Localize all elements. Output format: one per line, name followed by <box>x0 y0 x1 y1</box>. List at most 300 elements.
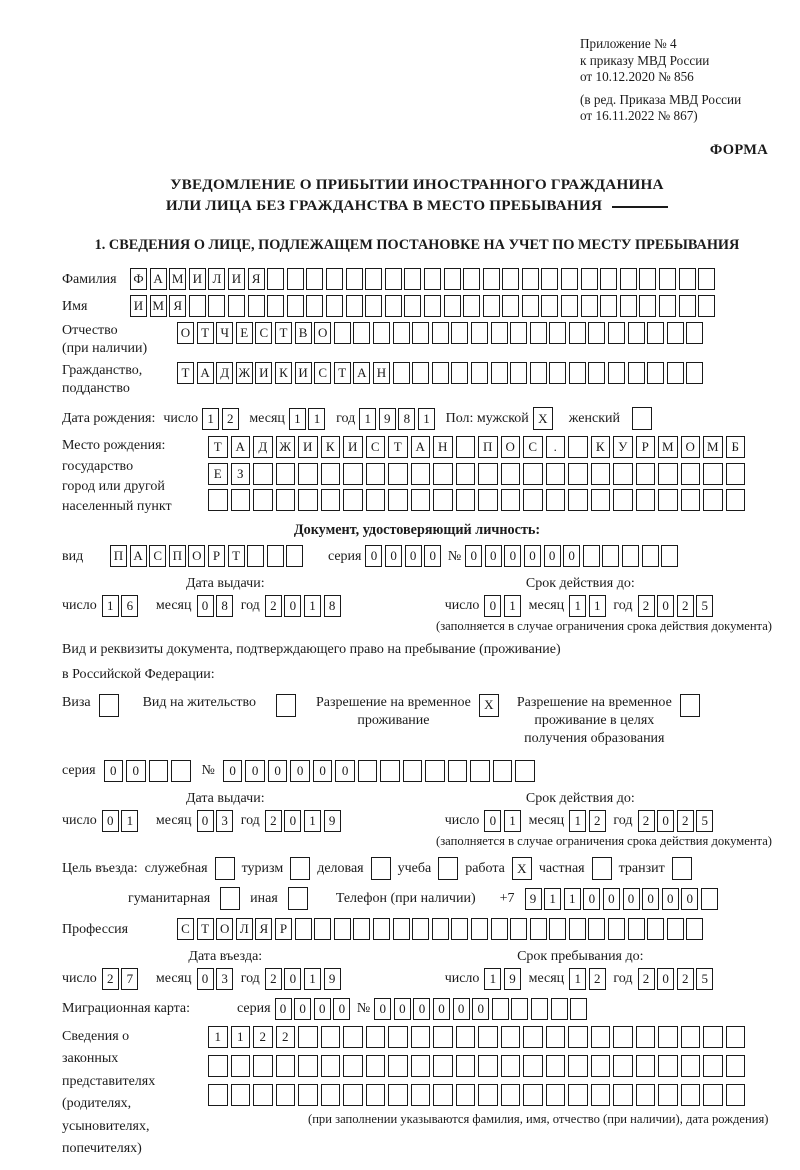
form-cell[interactable] <box>530 322 547 344</box>
form-cell[interactable] <box>451 322 468 344</box>
form-cell[interactable]: 2 <box>638 968 655 990</box>
form-cell[interactable] <box>502 268 519 290</box>
form-cell[interactable] <box>412 362 429 384</box>
form-cell[interactable]: Я <box>248 268 265 290</box>
form-cell[interactable] <box>523 489 543 511</box>
form-cell[interactable]: 6 <box>121 595 138 617</box>
form-cell[interactable]: Ж <box>236 362 253 384</box>
form-cell[interactable]: Е <box>236 322 253 344</box>
form-cell[interactable]: 1 <box>304 810 321 832</box>
form-cell[interactable]: Е <box>208 463 228 485</box>
form-cell[interactable]: 0 <box>405 545 422 567</box>
form-cell[interactable]: 1 <box>504 810 521 832</box>
form-cell[interactable] <box>298 1084 318 1106</box>
form-cell[interactable] <box>726 1055 746 1077</box>
form-cell[interactable] <box>298 1055 318 1077</box>
form-cell[interactable]: И <box>298 436 318 458</box>
form-cell[interactable]: 0 <box>413 998 430 1020</box>
form-cell[interactable]: 0 <box>333 998 350 1020</box>
form-cell[interactable] <box>334 918 351 940</box>
form-cell[interactable] <box>231 1084 251 1106</box>
form-cell[interactable] <box>551 998 568 1020</box>
form-cell[interactable] <box>433 1026 453 1048</box>
form-cell[interactable] <box>358 760 378 782</box>
form-cell[interactable]: О <box>216 918 233 940</box>
form-cell[interactable] <box>659 295 676 317</box>
form-cell[interactable]: 1 <box>359 408 376 430</box>
form-cell[interactable]: 2 <box>677 810 694 832</box>
form-cell[interactable] <box>456 1084 476 1106</box>
form-cell[interactable] <box>658 1055 678 1077</box>
form-cell[interactable]: Я <box>169 295 186 317</box>
form-cell[interactable] <box>608 322 625 344</box>
form-cell[interactable] <box>288 887 308 910</box>
form-cell[interactable]: 2 <box>638 810 655 832</box>
form-cell[interactable] <box>276 694 296 717</box>
form-cell[interactable]: И <box>189 268 206 290</box>
form-cell[interactable] <box>531 998 548 1020</box>
form-cell[interactable] <box>608 918 625 940</box>
form-cell[interactable]: М <box>658 436 678 458</box>
form-cell[interactable] <box>602 545 619 567</box>
form-cell[interactable] <box>588 918 605 940</box>
form-cell[interactable] <box>501 1084 521 1106</box>
form-cell[interactable] <box>510 918 527 940</box>
form-cell[interactable] <box>388 1084 408 1106</box>
form-cell[interactable] <box>726 489 746 511</box>
form-cell[interactable]: X <box>479 694 499 717</box>
form-cell[interactable]: 0 <box>424 545 441 567</box>
form-cell[interactable] <box>326 268 343 290</box>
form-cell[interactable] <box>647 322 664 344</box>
form-cell[interactable] <box>501 489 521 511</box>
form-cell[interactable]: 2 <box>276 1026 296 1048</box>
form-cell[interactable]: К <box>275 362 292 384</box>
form-cell[interactable] <box>298 1026 318 1048</box>
form-cell[interactable] <box>636 1026 656 1048</box>
form-cell[interactable]: А <box>150 268 167 290</box>
form-cell[interactable] <box>371 857 391 880</box>
form-cell[interactable]: С <box>523 436 543 458</box>
form-cell[interactable]: Т <box>275 322 292 344</box>
form-cell[interactable] <box>403 760 423 782</box>
form-cell[interactable]: О <box>681 436 701 458</box>
form-cell[interactable] <box>600 268 617 290</box>
form-cell[interactable] <box>444 268 461 290</box>
form-cell[interactable]: Л <box>208 268 225 290</box>
form-cell[interactable]: 1 <box>589 595 606 617</box>
form-cell[interactable]: 0 <box>290 760 310 782</box>
form-cell[interactable] <box>388 1026 408 1048</box>
form-cell[interactable] <box>569 918 586 940</box>
form-cell[interactable]: 1 <box>208 1026 228 1048</box>
form-cell[interactable]: Н <box>433 436 453 458</box>
form-cell[interactable] <box>444 295 461 317</box>
form-cell[interactable] <box>622 545 639 567</box>
form-cell[interactable]: П <box>478 436 498 458</box>
form-cell[interactable] <box>703 463 723 485</box>
form-cell[interactable]: Р <box>636 436 656 458</box>
form-cell[interactable] <box>365 268 382 290</box>
form-cell[interactable] <box>314 918 331 940</box>
form-cell[interactable] <box>632 407 652 430</box>
form-cell[interactable] <box>568 1055 588 1077</box>
form-cell[interactable] <box>385 295 402 317</box>
form-cell[interactable] <box>681 463 701 485</box>
form-cell[interactable]: 0 <box>485 545 502 567</box>
form-cell[interactable] <box>276 463 296 485</box>
form-cell[interactable] <box>366 1055 386 1077</box>
form-cell[interactable] <box>511 998 528 1020</box>
form-cell[interactable]: 2 <box>677 968 694 990</box>
form-cell[interactable]: 9 <box>379 408 396 430</box>
form-cell[interactable] <box>478 463 498 485</box>
form-cell[interactable]: 0 <box>642 888 659 910</box>
form-cell[interactable] <box>286 545 303 567</box>
form-cell[interactable] <box>412 322 429 344</box>
form-cell[interactable]: С <box>366 436 386 458</box>
form-cell[interactable] <box>432 918 449 940</box>
form-cell[interactable] <box>287 268 304 290</box>
form-cell[interactable] <box>636 1084 656 1106</box>
form-cell[interactable] <box>658 1026 678 1048</box>
form-cell[interactable] <box>647 918 664 940</box>
form-cell[interactable]: 0 <box>223 760 243 782</box>
form-cell[interactable] <box>681 1026 701 1048</box>
form-cell[interactable]: В <box>295 322 312 344</box>
form-cell[interactable] <box>267 545 284 567</box>
form-cell[interactable]: Т <box>228 545 245 567</box>
form-cell[interactable]: И <box>343 436 363 458</box>
form-cell[interactable] <box>591 1026 611 1048</box>
form-cell[interactable] <box>276 489 296 511</box>
form-cell[interactable]: 0 <box>313 760 333 782</box>
form-cell[interactable] <box>501 463 521 485</box>
form-cell[interactable]: 1 <box>569 595 586 617</box>
form-cell[interactable]: 0 <box>284 968 301 990</box>
form-cell[interactable]: М <box>169 268 186 290</box>
form-cell[interactable] <box>295 918 312 940</box>
form-cell[interactable] <box>471 362 488 384</box>
form-cell[interactable] <box>608 362 625 384</box>
form-cell[interactable] <box>298 463 318 485</box>
form-cell[interactable]: 0 <box>681 888 698 910</box>
form-cell[interactable]: К <box>591 436 611 458</box>
form-cell[interactable]: 0 <box>365 545 382 567</box>
form-cell[interactable] <box>298 489 318 511</box>
form-cell[interactable] <box>583 545 600 567</box>
form-cell[interactable]: О <box>188 545 205 567</box>
form-cell[interactable]: М <box>703 436 723 458</box>
form-cell[interactable]: 1 <box>202 408 219 430</box>
form-cell[interactable]: И <box>228 268 245 290</box>
form-cell[interactable]: З <box>231 463 251 485</box>
form-cell[interactable]: Ф <box>130 268 147 290</box>
form-cell[interactable] <box>701 888 718 910</box>
form-cell[interactable] <box>253 463 273 485</box>
form-cell[interactable]: 0 <box>245 760 265 782</box>
form-cell[interactable] <box>365 295 382 317</box>
form-cell[interactable] <box>523 1084 543 1106</box>
form-cell[interactable]: 2 <box>638 595 655 617</box>
form-cell[interactable]: Т <box>208 436 228 458</box>
form-cell[interactable] <box>681 1055 701 1077</box>
form-cell[interactable]: 0 <box>126 760 146 782</box>
form-cell[interactable] <box>672 857 692 880</box>
form-cell[interactable] <box>253 489 273 511</box>
form-cell[interactable] <box>600 295 617 317</box>
form-cell[interactable] <box>658 489 678 511</box>
form-cell[interactable] <box>647 362 664 384</box>
form-cell[interactable]: 1 <box>504 595 521 617</box>
form-cell[interactable] <box>267 295 284 317</box>
form-cell[interactable]: 9 <box>324 968 341 990</box>
form-cell[interactable]: П <box>169 545 186 567</box>
form-cell[interactable] <box>411 1055 431 1077</box>
form-cell[interactable] <box>253 1084 273 1106</box>
form-cell[interactable]: 0 <box>563 545 580 567</box>
form-cell[interactable]: Т <box>177 362 194 384</box>
form-cell[interactable]: 5 <box>696 968 713 990</box>
form-cell[interactable] <box>343 1026 363 1048</box>
form-cell[interactable] <box>287 295 304 317</box>
form-cell[interactable] <box>592 857 612 880</box>
form-cell[interactable] <box>411 1084 431 1106</box>
form-cell[interactable]: 1 <box>569 968 586 990</box>
form-cell[interactable] <box>373 918 390 940</box>
form-cell[interactable] <box>411 1026 431 1048</box>
form-cell[interactable] <box>679 295 696 317</box>
form-cell[interactable]: 5 <box>696 810 713 832</box>
form-cell[interactable]: 9 <box>324 810 341 832</box>
form-cell[interactable]: 0 <box>484 595 501 617</box>
form-cell[interactable]: К <box>321 436 341 458</box>
form-cell[interactable] <box>502 295 519 317</box>
form-cell[interactable] <box>388 1055 408 1077</box>
form-cell[interactable]: А <box>197 362 214 384</box>
form-cell[interactable]: 1 <box>544 888 561 910</box>
form-cell[interactable] <box>424 268 441 290</box>
form-cell[interactable] <box>686 362 703 384</box>
form-cell[interactable]: О <box>501 436 521 458</box>
form-cell[interactable]: 1 <box>564 888 581 910</box>
form-cell[interactable] <box>569 322 586 344</box>
form-cell[interactable] <box>208 489 228 511</box>
form-cell[interactable] <box>628 918 645 940</box>
form-cell[interactable] <box>591 463 611 485</box>
form-cell[interactable] <box>568 489 588 511</box>
form-cell[interactable] <box>493 760 513 782</box>
form-cell[interactable]: С <box>177 918 194 940</box>
form-cell[interactable]: 0 <box>465 545 482 567</box>
form-cell[interactable]: О <box>314 322 331 344</box>
form-cell[interactable]: 1 <box>304 968 321 990</box>
form-cell[interactable] <box>321 1026 341 1048</box>
form-cell[interactable]: 0 <box>433 998 450 1020</box>
form-cell[interactable]: И <box>255 362 272 384</box>
form-cell[interactable] <box>388 489 408 511</box>
form-cell[interactable] <box>501 1026 521 1048</box>
form-cell[interactable]: 0 <box>102 810 119 832</box>
form-cell[interactable] <box>569 362 586 384</box>
form-cell[interactable] <box>658 463 678 485</box>
form-cell[interactable]: И <box>295 362 312 384</box>
form-cell[interactable] <box>588 362 605 384</box>
form-cell[interactable] <box>681 489 701 511</box>
form-cell[interactable]: 0 <box>314 998 331 1020</box>
form-cell[interactable] <box>581 295 598 317</box>
form-cell[interactable] <box>546 1084 566 1106</box>
form-cell[interactable]: 0 <box>484 810 501 832</box>
form-cell[interactable] <box>491 918 508 940</box>
form-cell[interactable] <box>703 1026 723 1048</box>
form-cell[interactable] <box>698 268 715 290</box>
form-cell[interactable]: 0 <box>472 998 489 1020</box>
form-cell[interactable] <box>393 322 410 344</box>
form-cell[interactable] <box>620 268 637 290</box>
form-cell[interactable]: А <box>130 545 147 567</box>
form-cell[interactable]: 0 <box>504 545 521 567</box>
form-cell[interactable] <box>306 268 323 290</box>
form-cell[interactable]: Т <box>197 918 214 940</box>
form-cell[interactable] <box>658 1084 678 1106</box>
form-cell[interactable]: Д <box>216 362 233 384</box>
form-cell[interactable] <box>478 1026 498 1048</box>
form-cell[interactable]: 0 <box>104 760 124 782</box>
form-cell[interactable] <box>541 268 558 290</box>
form-cell[interactable] <box>530 362 547 384</box>
form-cell[interactable]: 0 <box>268 760 288 782</box>
form-cell[interactable] <box>549 918 566 940</box>
form-cell[interactable] <box>659 268 676 290</box>
form-cell[interactable]: 1 <box>418 408 435 430</box>
form-cell[interactable] <box>628 322 645 344</box>
form-cell[interactable]: Б <box>726 436 746 458</box>
form-cell[interactable] <box>404 268 421 290</box>
form-cell[interactable] <box>448 760 468 782</box>
form-cell[interactable] <box>404 295 421 317</box>
form-cell[interactable] <box>541 295 558 317</box>
form-cell[interactable] <box>353 918 370 940</box>
form-cell[interactable] <box>432 322 449 344</box>
form-cell[interactable]: А <box>353 362 370 384</box>
form-cell[interactable] <box>510 322 527 344</box>
form-cell[interactable] <box>306 295 323 317</box>
form-cell[interactable] <box>343 463 363 485</box>
form-cell[interactable]: 1 <box>308 408 325 430</box>
form-cell[interactable] <box>456 436 476 458</box>
form-cell[interactable] <box>343 1084 363 1106</box>
form-cell[interactable]: 2 <box>265 810 282 832</box>
form-cell[interactable]: 5 <box>696 595 713 617</box>
form-cell[interactable] <box>343 1055 363 1077</box>
form-cell[interactable] <box>412 918 429 940</box>
form-cell[interactable] <box>388 463 408 485</box>
form-cell[interactable] <box>334 322 351 344</box>
form-cell[interactable] <box>667 362 684 384</box>
form-cell[interactable] <box>561 268 578 290</box>
form-cell[interactable]: А <box>411 436 431 458</box>
form-cell[interactable]: 1 <box>121 810 138 832</box>
form-cell[interactable] <box>247 545 264 567</box>
form-cell[interactable] <box>253 1055 273 1077</box>
form-cell[interactable]: Т <box>388 436 408 458</box>
form-cell[interactable]: 2 <box>589 968 606 990</box>
form-cell[interactable] <box>522 268 539 290</box>
form-cell[interactable] <box>636 1055 656 1077</box>
form-cell[interactable] <box>546 489 566 511</box>
form-cell[interactable] <box>478 1055 498 1077</box>
form-cell[interactable] <box>456 1026 476 1048</box>
form-cell[interactable] <box>491 362 508 384</box>
form-cell[interactable] <box>613 463 633 485</box>
form-cell[interactable]: 1 <box>569 810 586 832</box>
form-cell[interactable]: 2 <box>222 408 239 430</box>
form-cell[interactable]: 0 <box>603 888 620 910</box>
form-cell[interactable] <box>215 857 235 880</box>
form-cell[interactable]: 0 <box>275 998 292 1020</box>
form-cell[interactable]: 0 <box>197 968 214 990</box>
form-cell[interactable] <box>456 489 476 511</box>
form-cell[interactable] <box>546 1026 566 1048</box>
form-cell[interactable] <box>686 322 703 344</box>
form-cell[interactable]: И <box>130 295 147 317</box>
form-cell[interactable] <box>393 918 410 940</box>
form-cell[interactable]: 3 <box>216 968 233 990</box>
form-cell[interactable]: 0 <box>657 810 674 832</box>
form-cell[interactable]: 1 <box>231 1026 251 1048</box>
form-cell[interactable]: 2 <box>102 968 119 990</box>
form-cell[interactable] <box>613 1055 633 1077</box>
form-cell[interactable]: П <box>110 545 127 567</box>
form-cell[interactable] <box>568 1084 588 1106</box>
form-cell[interactable]: 0 <box>662 888 679 910</box>
form-cell[interactable] <box>471 918 488 940</box>
form-cell[interactable] <box>530 918 547 940</box>
form-cell[interactable] <box>267 268 284 290</box>
form-cell[interactable]: 1 <box>289 408 306 430</box>
form-cell[interactable] <box>433 1055 453 1077</box>
form-cell[interactable] <box>346 295 363 317</box>
form-cell[interactable] <box>522 295 539 317</box>
form-cell[interactable] <box>346 268 363 290</box>
form-cell[interactable] <box>698 295 715 317</box>
form-cell[interactable]: 0 <box>197 595 214 617</box>
form-cell[interactable]: 0 <box>453 998 470 1020</box>
form-cell[interactable] <box>366 463 386 485</box>
form-cell[interactable] <box>620 295 637 317</box>
form-cell[interactable] <box>591 1055 611 1077</box>
form-cell[interactable]: 0 <box>294 998 311 1020</box>
form-cell[interactable] <box>549 362 566 384</box>
form-cell[interactable]: 0 <box>197 810 214 832</box>
form-cell[interactable] <box>703 1055 723 1077</box>
form-cell[interactable] <box>639 295 656 317</box>
form-cell[interactable]: 0 <box>385 545 402 567</box>
form-cell[interactable] <box>463 295 480 317</box>
form-cell[interactable] <box>432 362 449 384</box>
form-cell[interactable] <box>189 295 206 317</box>
form-cell[interactable] <box>373 322 390 344</box>
form-cell[interactable] <box>321 1084 341 1106</box>
form-cell[interactable] <box>568 1026 588 1048</box>
form-cell[interactable] <box>483 268 500 290</box>
form-cell[interactable]: 0 <box>657 968 674 990</box>
form-cell[interactable]: Я <box>255 918 272 940</box>
form-cell[interactable] <box>591 489 611 511</box>
form-cell[interactable]: 2 <box>589 810 606 832</box>
form-cell[interactable] <box>433 489 453 511</box>
